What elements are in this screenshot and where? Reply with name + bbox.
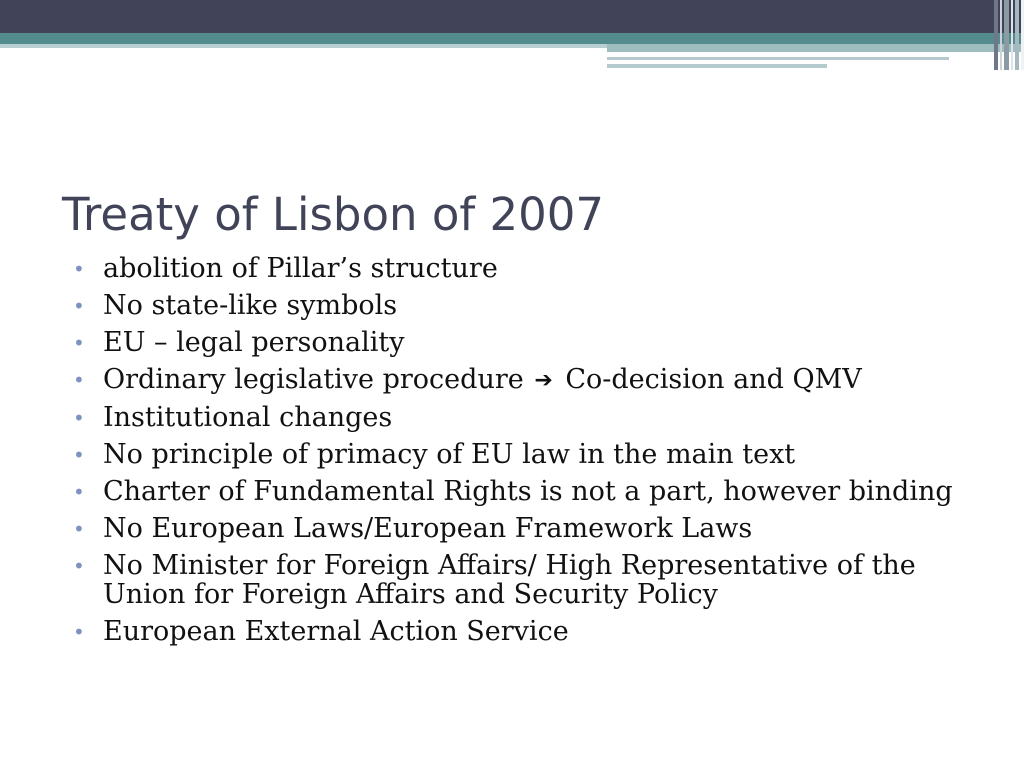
bullet-text: abolition of Pillar’s structure	[103, 253, 498, 284]
bullet-item	[72, 254, 972, 283]
header-band-step	[607, 44, 1024, 52]
slide-title: Treaty of Lisbon of 2007	[62, 188, 605, 242]
bullet-dot-icon: •	[73, 294, 85, 318]
arrow-right-icon: ➔	[534, 368, 553, 393]
bullet-dot-icon: •	[73, 331, 85, 355]
bullet-dot-icon: •	[73, 443, 85, 467]
bullet-text: No European Laws/European Framework Laws	[103, 513, 753, 544]
bullet-text: Ordinary legislative procedure	[103, 364, 524, 395]
bullet-text: Institutional changes	[103, 402, 393, 433]
bullet-item	[72, 477, 972, 506]
bullet-item	[72, 514, 972, 543]
bullet-item	[72, 291, 972, 320]
header-accent-line	[607, 64, 827, 68]
bullet-dot-icon: •	[73, 517, 85, 541]
header-band-dark	[0, 0, 1024, 33]
bullet-item	[72, 440, 972, 469]
bullet-dot-icon: •	[73, 554, 85, 578]
header-band-teal	[0, 33, 1024, 44]
bullet-list	[72, 254, 972, 654]
bullet-text: Charter of Fundamental Rights is not a part, however binding	[103, 476, 953, 507]
bullet-text: No Minister for Foreign Affairs/ High Representative of the Union for Foreign Affairs and Security Policy	[103, 550, 916, 610]
bullet-text: EU – legal personality	[103, 327, 405, 358]
bullet-text: No principle of primacy of EU law in the main text	[103, 439, 796, 470]
bullet-item	[72, 403, 972, 432]
header-accent-line	[607, 57, 949, 60]
bullet-dot-icon: •	[73, 257, 85, 281]
bullet-dot-icon: •	[73, 406, 85, 430]
bullet-item	[72, 365, 972, 395]
bullet-dot-icon: •	[73, 368, 85, 392]
bullet-dot-icon: •	[73, 480, 85, 504]
bullet-item	[72, 328, 972, 357]
bullet-text: No state-like symbols	[103, 290, 398, 321]
bullet-text: European External Action Service	[103, 616, 569, 647]
bullet-dot-icon: •	[73, 620, 85, 644]
bullet-text: Co-decision and QMV	[565, 364, 862, 395]
header-vertical-bars	[994, 0, 1024, 70]
bullet-item	[72, 551, 972, 609]
bullet-item	[72, 617, 972, 646]
